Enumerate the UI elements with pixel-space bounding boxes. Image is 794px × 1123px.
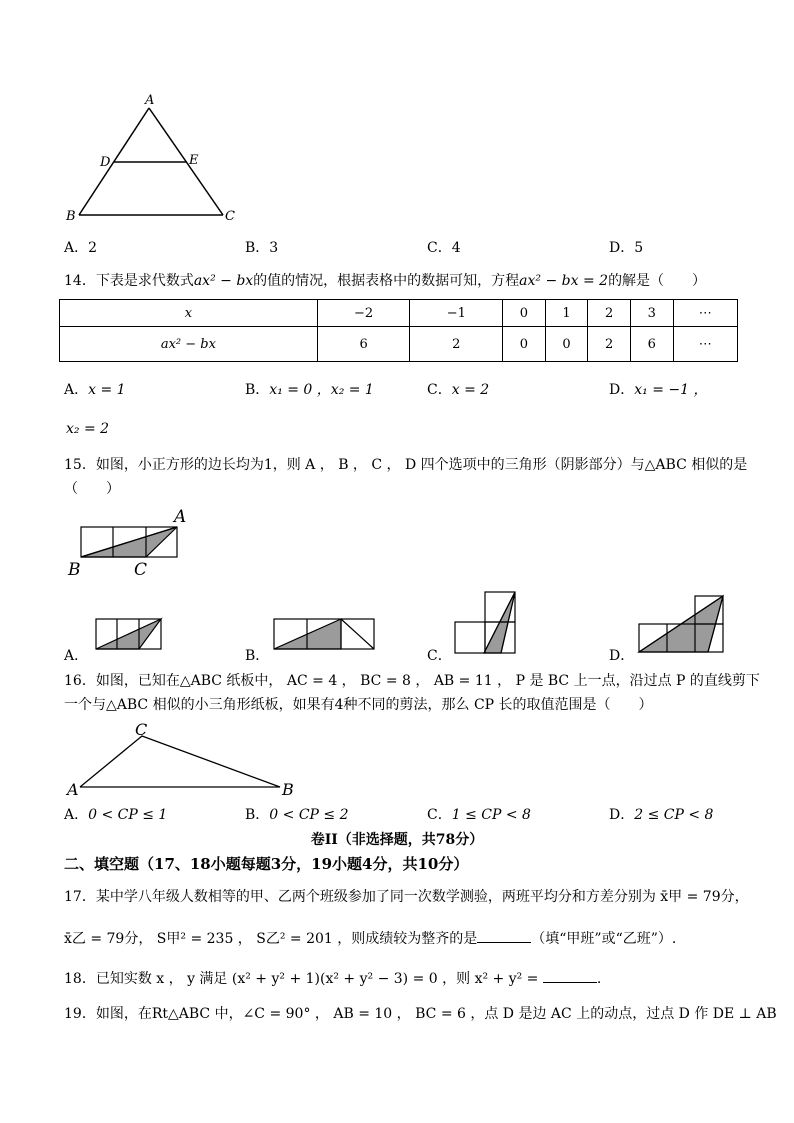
shaded-triangle bbox=[96, 619, 161, 649]
q14-equation: ax² − bx = 2 bbox=[519, 273, 609, 289]
label-a: A bbox=[67, 780, 79, 799]
option-value: 2 ≤ CP < 8 bbox=[634, 807, 714, 823]
question-number: 14． bbox=[64, 273, 96, 289]
q19-text: 如图，在Rt△ABC 中，∠C = 90° ， AB = 10 ， BC = 6 ，点 D 是边 AC 上的动点，过点 D 作 DE ⊥ AB bbox=[95, 1006, 777, 1022]
table-cell: −1 bbox=[410, 300, 503, 327]
q15-option-b-figure bbox=[273, 618, 378, 654]
q15-line2: （ ） bbox=[64, 481, 120, 497]
option-value: x = 2 bbox=[451, 382, 490, 398]
diagonal bbox=[341, 619, 374, 649]
option-value: x₁ = −1 ， bbox=[634, 382, 708, 398]
q14-option-d[interactable] bbox=[609, 379, 707, 399]
label-b: B bbox=[282, 780, 294, 799]
q14-option-c[interactable] bbox=[427, 379, 489, 399]
q17-line2 bbox=[64, 928, 676, 948]
q18-end: . bbox=[596, 971, 602, 987]
q14-expression: ax² − bx bbox=[193, 273, 254, 289]
q17-text: x̄乙 = 79分， S甲² = 235 ， S乙² = 201 ，则成绩较为整齐的是 bbox=[64, 931, 478, 947]
option-value: 1 ≤ CP < 8 bbox=[451, 807, 531, 823]
q15-text: 如图，小正方形的边长均为1，则 A ， B ， C ， D 四个选项中的三角形（阴影部分）与△ABC 相似的是 bbox=[95, 457, 748, 473]
question-number: 17． bbox=[64, 889, 96, 905]
question-number: 19． bbox=[64, 1006, 96, 1022]
label-b: B bbox=[66, 209, 76, 224]
q13-triangle-figure bbox=[60, 92, 250, 232]
answer-blank[interactable] bbox=[543, 968, 597, 983]
label-a: A bbox=[145, 93, 155, 108]
option-letter: B． bbox=[245, 807, 270, 823]
label-b: B bbox=[68, 560, 81, 580]
q15-option-a-figure bbox=[95, 618, 165, 654]
table-cell: 6 bbox=[317, 327, 410, 362]
q19-question bbox=[64, 1005, 777, 1023]
q13-option-b[interactable] bbox=[245, 237, 278, 257]
table-cell: ⋯ bbox=[673, 327, 737, 362]
q16-option-b[interactable] bbox=[245, 804, 349, 824]
option-value: 2 bbox=[88, 240, 98, 256]
triangle-abc bbox=[80, 736, 280, 787]
q16-option-d[interactable] bbox=[609, 804, 713, 824]
option-value: 4 bbox=[451, 240, 461, 256]
grid-cell bbox=[455, 622, 485, 653]
q17-line1 bbox=[64, 888, 749, 906]
q14-option-d-continued: x₂ = 2 bbox=[66, 421, 110, 437]
option-letter: A． bbox=[64, 240, 89, 256]
table-cell: 2 bbox=[588, 300, 631, 327]
table-cell: 0 bbox=[545, 327, 588, 362]
table-cell: 0 bbox=[503, 300, 546, 327]
q16-option-a[interactable] bbox=[64, 804, 167, 824]
option-letter: C． bbox=[427, 382, 452, 398]
q15-option-a[interactable]: A． bbox=[64, 648, 89, 664]
option-value: 5 bbox=[634, 240, 644, 256]
q15-option-c-figure bbox=[454, 591, 518, 655]
option-letter: D． bbox=[609, 382, 635, 398]
section-title: 卷II（非选择题，共78分） bbox=[310, 832, 484, 848]
option-value: x₁ = 0 ，x₂ = 1 bbox=[269, 382, 374, 398]
table-cell: ⋯ bbox=[673, 300, 737, 327]
option-letter: D． bbox=[609, 240, 635, 256]
q18-text: 已知实数 x ， y 满足 (x² + y² + 1)(x² + y² − 3) = 0 ，则 x² + y² = bbox=[95, 971, 539, 987]
q13-option-c[interactable] bbox=[427, 237, 461, 257]
label-c: C bbox=[135, 720, 148, 739]
option-value: 0 < CP ≤ 2 bbox=[269, 807, 349, 823]
option-value: x = 1 bbox=[88, 382, 126, 398]
option-letter: C． bbox=[427, 807, 452, 823]
label-e: E bbox=[189, 153, 199, 168]
table-cell: 0 bbox=[503, 327, 546, 362]
option-letter: B． bbox=[245, 382, 270, 398]
q14-text-mid: 的值的情况，根据表格中的数据可知，方程 bbox=[253, 273, 520, 289]
q16-triangle-figure bbox=[64, 720, 304, 800]
label-c: C bbox=[225, 209, 235, 224]
question-number: 15． bbox=[64, 457, 96, 473]
q15-reference-figure bbox=[64, 505, 204, 580]
table-cell: −2 bbox=[317, 300, 410, 327]
table-row bbox=[60, 300, 738, 327]
q16-line1 bbox=[64, 672, 760, 690]
question-number: 18． bbox=[64, 971, 96, 987]
option-letter: A． bbox=[64, 807, 89, 823]
q15-option-d[interactable]: D． bbox=[609, 648, 635, 664]
label-a: A bbox=[174, 507, 187, 527]
q16-option-c[interactable] bbox=[427, 804, 531, 824]
label-c: C bbox=[134, 560, 148, 580]
q16-line2: 一个与△ABC 相似的小三角形纸板，如果有4种不同的剪法，那么 CP 长的取值范围是（ ） bbox=[64, 697, 653, 713]
option-value: 3 bbox=[269, 240, 279, 256]
option-letter: A． bbox=[64, 382, 89, 398]
option-letter: B． bbox=[245, 240, 270, 256]
q14-text-end: 的解是（ ） bbox=[608, 273, 707, 289]
q17-text: 某中学八年级人数相等的甲、乙两个班级参加了同一次数学测验，两班平均分和方差分别为 x̄甲 = 79分， bbox=[95, 889, 749, 905]
table-cell: 1 bbox=[545, 300, 588, 327]
table-row bbox=[60, 327, 738, 362]
q13-option-a[interactable] bbox=[64, 237, 97, 257]
option-value: 0 < CP ≤ 1 bbox=[88, 807, 168, 823]
table-cell: 3 bbox=[630, 300, 673, 327]
q13-option-d[interactable] bbox=[609, 237, 643, 257]
table-cell: 2 bbox=[410, 327, 503, 362]
q18-question bbox=[64, 968, 601, 988]
label-d: D bbox=[100, 155, 111, 170]
q14-value-table bbox=[59, 299, 738, 362]
q15-option-c[interactable]: C． bbox=[427, 648, 452, 664]
q15-option-b[interactable]: B． bbox=[245, 648, 270, 664]
q15-option-d-figure bbox=[638, 595, 726, 655]
q14-option-a[interactable] bbox=[64, 379, 126, 399]
table-cell: 6 bbox=[630, 327, 673, 362]
option-letter: C． bbox=[427, 240, 452, 256]
q16-text: 如图，已知在△ABC 纸板中， AC = 4 ， BC = 8 ， AB = 11 ， P 是 BC 上一点，沿过点 P 的直线剪下 bbox=[95, 673, 760, 689]
q14-text-before: 下表是求代数式 bbox=[95, 273, 194, 289]
q14-question bbox=[64, 272, 706, 290]
answer-blank[interactable] bbox=[477, 928, 531, 943]
section-heading: 二、填空题（17、18小题每题3分，19小题4分，共10分） bbox=[64, 855, 469, 873]
option-letter: D． bbox=[609, 807, 635, 823]
table-cell: 2 bbox=[588, 327, 631, 362]
table-header-cell: x bbox=[60, 300, 318, 327]
q14-option-b[interactable] bbox=[245, 379, 374, 399]
question-number: 16． bbox=[64, 673, 96, 689]
q17-hint: （填“甲班”或“乙班”）. bbox=[531, 931, 677, 947]
q15-line1 bbox=[64, 456, 747, 474]
table-header-cell: ax² − bx bbox=[60, 327, 318, 362]
